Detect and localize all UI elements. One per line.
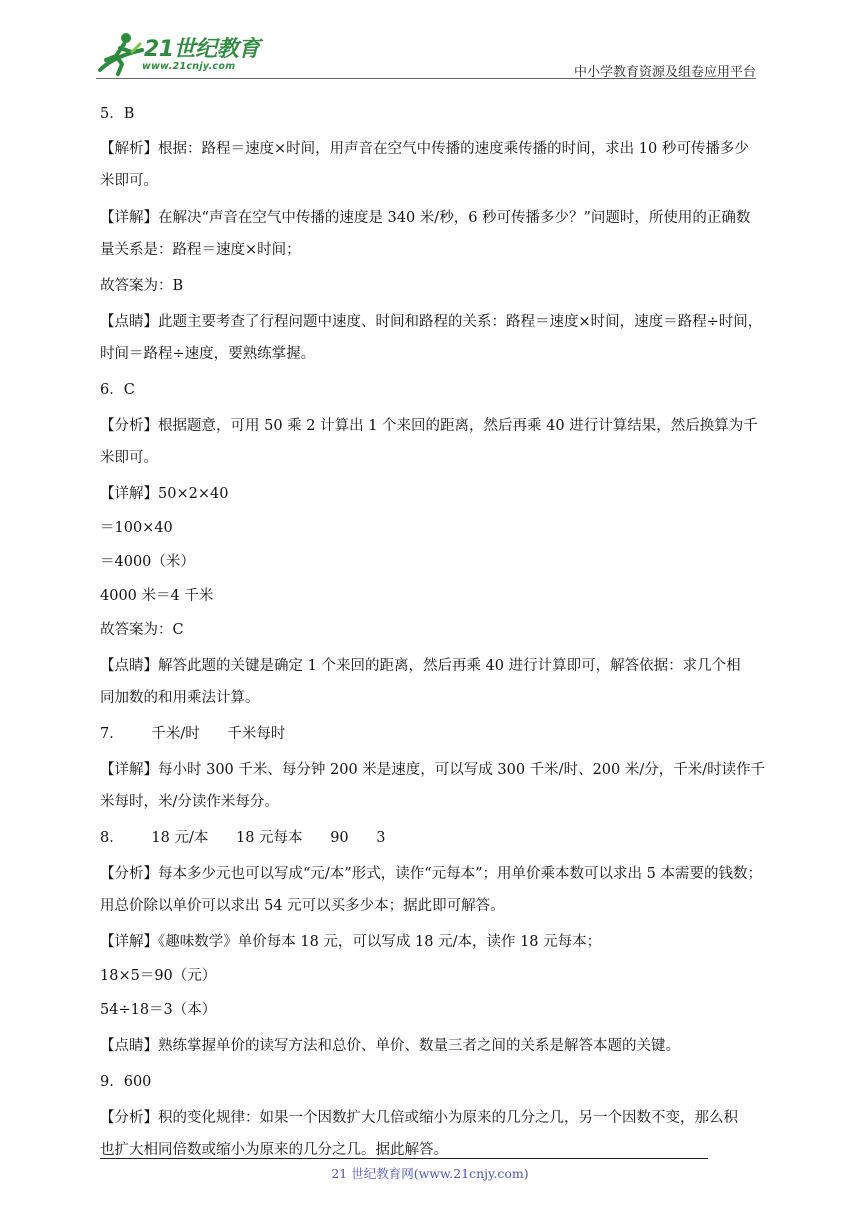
text-line: 故答案为：C bbox=[100, 622, 184, 638]
text-line: 【详解】每小时 300 千米、每分钟 200 米是速度，可以写成 300 千米/时、200 米/分，千米/时读作千 bbox=[100, 762, 766, 778]
logo-url: www.21cnjy.com bbox=[142, 61, 236, 72]
text-line: 【解析】根据：路程＝速度×时间，用声音在空气中传播的速度乘传播的时间，求出 10 秒可传播多少 bbox=[100, 141, 749, 157]
text-line: 同加数的和用乘法计算。 bbox=[100, 690, 260, 706]
text-line: 5．B bbox=[100, 106, 135, 122]
site-logo bbox=[96, 30, 266, 78]
text-line: 用总价除以单价可以求出 54 元可以买多少本；据此即可解答。 bbox=[100, 898, 505, 914]
text-line: 18×5＝90（元） bbox=[100, 968, 217, 984]
text-line: 54÷18＝3（本） bbox=[100, 1002, 217, 1018]
text-line: ＝100×40 bbox=[100, 520, 173, 536]
text-line: 【点睛】熟练掌握单价的读写方法和总价、单价、数量三者之间的关系是解答本题的关键。 bbox=[100, 1038, 680, 1054]
logo-text: 21世纪教育 bbox=[144, 37, 260, 62]
text-line: 4000 米＝4 千米 bbox=[100, 588, 214, 604]
text-line: 6．C bbox=[100, 382, 135, 398]
text-line: 米即可。 bbox=[100, 450, 158, 466]
text-line: 故答案为：B bbox=[100, 278, 184, 294]
text-line: 【分析】积的变化规律：如果一个因数扩大几倍或缩小为原来的几分之几，另一个因数不变，那么积 bbox=[100, 1110, 738, 1126]
page-header bbox=[0, 0, 860, 90]
text-line: 【分析】根据题意，可用 50 乘 2 计算出 1 个来回的距离，然后再乘 40 进行计算结果，然后换算为千 bbox=[100, 418, 758, 434]
text-line: 9．600 bbox=[100, 1074, 152, 1090]
text-line: 7． 千米/时 千米每时 bbox=[100, 726, 286, 742]
text-line: 量关系是：路程＝速度×时间； bbox=[100, 242, 301, 258]
text-line: 米即可。 bbox=[100, 173, 158, 189]
text-line: 【详解】《趣味数学》单价每本 18 元，可以写成 18 元/本，读作 18 元每本； bbox=[100, 934, 602, 950]
text-line: 【详解】在解决“声音在空气中传播的速度是 340 米/秒，6 秒可传播多少？”问题时，所使用的正确数 bbox=[100, 210, 751, 226]
text-line: 【点睛】此题主要考查了行程问题中速度、时间和路程的关系：路程＝速度×时间，速度＝路程÷时间， bbox=[100, 314, 763, 330]
text-line: 8． 18 元/本 18 元每本 90 3 bbox=[100, 830, 386, 846]
footer-divider bbox=[100, 1158, 708, 1159]
text-line: 也扩大相同倍数或缩小为原来的几分之几。据此解答。 bbox=[100, 1142, 448, 1158]
header-divider bbox=[96, 78, 756, 79]
page-footer: 21 世纪教育网(www.21cnjy.com) bbox=[331, 1166, 529, 1181]
text-line: 时间＝路程÷速度，要熟练掌握。 bbox=[100, 346, 316, 362]
text-line: 【详解】50×2×40 bbox=[100, 486, 229, 502]
text-line: 【分析】每本多少元也可以写成“元/本”形式，读作“元每本”；用单价乘本数可以求出 5 本需要的钱数； bbox=[100, 866, 762, 882]
text-line: 【点睛】解答此题的关键是确定 1 个来回的距离，然后再乘 40 进行计算即可，解答依据：求几个相 bbox=[100, 658, 741, 674]
platform-name: 中小学教育资源及组卷应用平台 bbox=[573, 65, 756, 80]
text-line: ＝4000（米） bbox=[100, 554, 195, 570]
runner-icon bbox=[96, 30, 146, 78]
text-line: 米每时，米/分读作米每分。 bbox=[100, 794, 279, 810]
